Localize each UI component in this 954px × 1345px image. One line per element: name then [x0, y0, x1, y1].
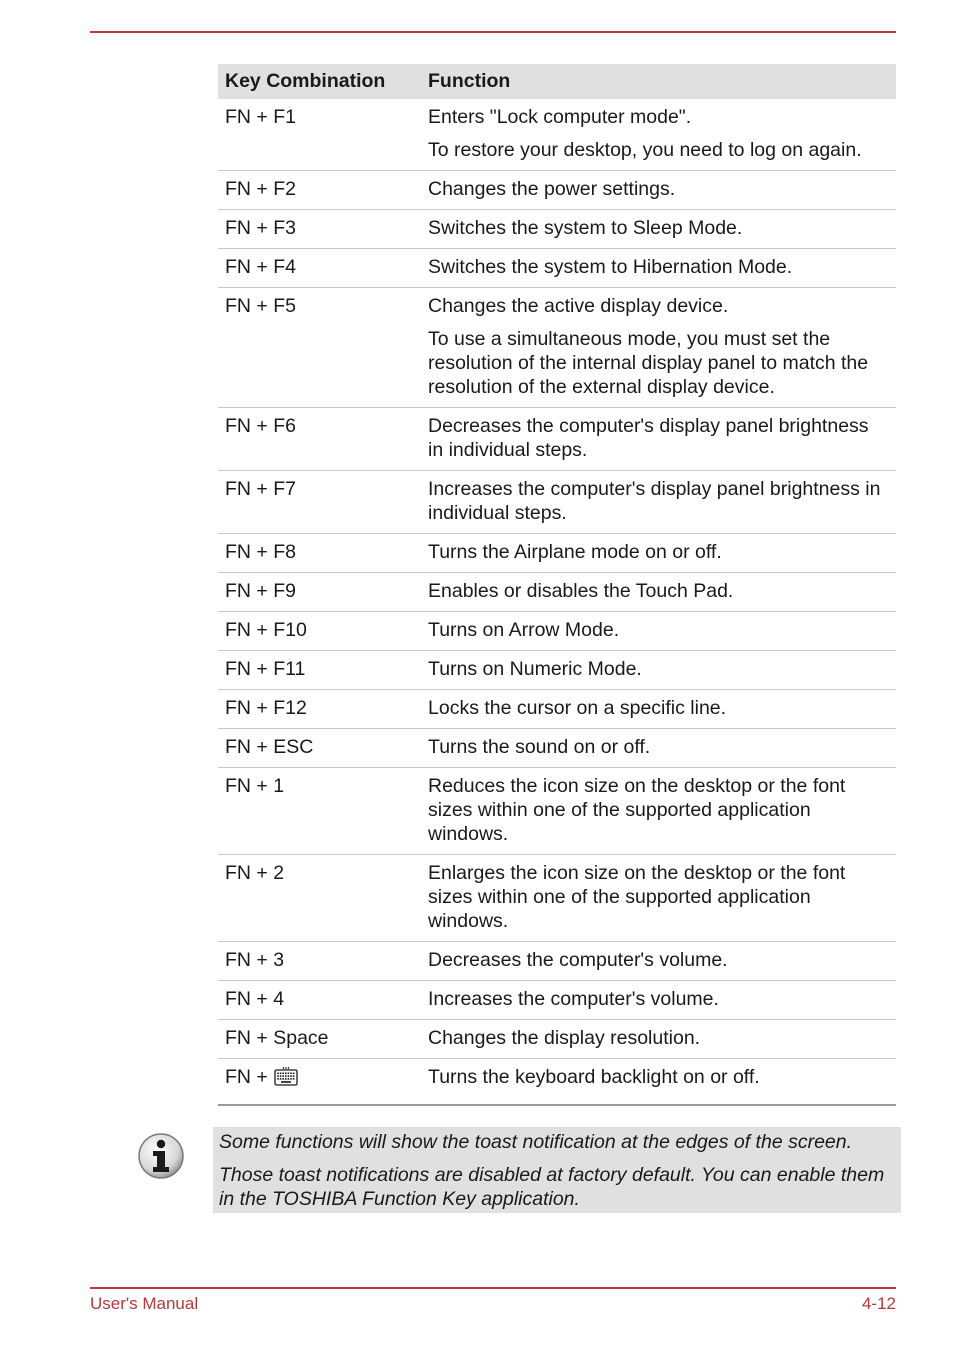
function-text: Changes the active display device.	[428, 295, 729, 317]
key-combination-text: FN + ESC	[225, 736, 314, 758]
function-text: Reduces the icon size on the desktop or the font sizes within one of the supported application windows.	[428, 775, 846, 845]
column-header-key: Key Combination	[218, 64, 421, 99]
key-combination-text: FN + F1	[225, 106, 296, 128]
function-cell	[421, 651, 896, 690]
function-text: Enters "Lock computer mode".	[428, 106, 692, 128]
table-row	[218, 729, 896, 768]
function-text: Turns the Airplane mode on or off.	[428, 541, 722, 563]
note-box	[213, 1127, 901, 1213]
key-combination-text: FN + 4	[225, 988, 285, 1010]
key-combination-text: FN + F10	[225, 619, 307, 641]
table-row	[218, 471, 896, 534]
table-row	[218, 1059, 896, 1106]
key-combination-text: FN +	[225, 1066, 268, 1088]
key-combination-cell	[218, 942, 421, 981]
function-cell	[421, 690, 896, 729]
function-cell	[421, 612, 896, 651]
key-combination-cell	[218, 99, 421, 171]
key-combination-cell	[218, 612, 421, 651]
key-combination-cell	[218, 534, 421, 573]
footer-page-number: 4-12	[861, 1294, 896, 1313]
key-combination-text: FN + 2	[225, 862, 285, 884]
key-combination-text: FN + 3	[225, 949, 285, 971]
key-combination-cell	[218, 690, 421, 729]
function-cell	[421, 471, 896, 534]
key-combination-text: FN + F9	[225, 580, 296, 602]
function-cell	[421, 99, 896, 171]
table-row	[218, 288, 896, 408]
key-combination-text: FN + Space	[225, 1027, 329, 1049]
function-cell	[421, 408, 896, 471]
note-text: Those toast notifications are disabled at factory default. You can enable them in the TOSHIBA Function Key application.	[219, 1164, 885, 1210]
key-combination-cell	[218, 729, 421, 768]
key-combination-cell	[218, 471, 421, 534]
function-text: Enables or disables the Touch Pad.	[428, 580, 734, 602]
table-row	[218, 942, 896, 981]
function-cell	[421, 981, 896, 1020]
function-cell	[421, 1020, 896, 1059]
function-text: Turns the sound on or off.	[428, 736, 651, 758]
key-combination-cell	[218, 408, 421, 471]
function-cell	[421, 534, 896, 573]
function-text: Decreases the computer's volume.	[428, 949, 728, 971]
function-text: Turns the keyboard backlight on or off.	[428, 1066, 760, 1088]
function-text: Turns on Arrow Mode.	[428, 619, 620, 641]
header-rule	[90, 31, 896, 33]
footer-rule	[90, 1287, 896, 1289]
function-cell	[421, 855, 896, 942]
key-combination-cell	[218, 1020, 421, 1059]
table-row	[218, 651, 896, 690]
key-combination-text: FN + F6	[225, 415, 296, 437]
table-row	[218, 981, 896, 1020]
key-combination-cell	[218, 651, 421, 690]
function-cell	[421, 210, 896, 249]
key-combination-text: FN + F8	[225, 541, 296, 563]
function-text: Increases the computer's display panel brightness in individual steps.	[428, 478, 881, 524]
function-text: Decreases the computer's display panel brightness in individual steps.	[428, 415, 869, 461]
table-row	[218, 855, 896, 942]
function-text: To use a simultaneous mode, you must set the resolution of the internal display panel to match the resolution of the external display device.	[428, 328, 869, 398]
key-combination-cell	[218, 171, 421, 210]
table-row	[218, 99, 896, 171]
function-cell	[421, 1059, 896, 1106]
key-combination-text: FN + F2	[225, 178, 296, 200]
function-text: Increases the computer's volume.	[428, 988, 719, 1010]
table-row	[218, 690, 896, 729]
table-row	[218, 249, 896, 288]
function-text: Changes the power settings.	[428, 178, 676, 200]
key-combination-cell	[218, 210, 421, 249]
function-text: Switches the system to Sleep Mode.	[428, 217, 743, 239]
table-row	[218, 573, 896, 612]
key-combination-cell	[218, 855, 421, 942]
key-combination-text: FN + F3	[225, 217, 296, 239]
function-text: Switches the system to Hibernation Mode.	[428, 256, 793, 278]
function-cell	[421, 768, 896, 855]
key-combination-table	[218, 64, 896, 1106]
info-icon	[137, 1132, 185, 1185]
function-cell	[421, 249, 896, 288]
table-row	[218, 171, 896, 210]
table-row	[218, 210, 896, 249]
function-text: Enlarges the icon size on the desktop or the font sizes within one of the supported application windows.	[428, 862, 846, 932]
function-text: To restore your desktop, you need to log on again.	[428, 139, 862, 161]
function-cell	[421, 171, 896, 210]
function-cell	[421, 729, 896, 768]
table-row	[218, 1020, 896, 1059]
key-combination-text: FN + F7	[225, 478, 296, 500]
key-combination-text: FN + F4	[225, 256, 296, 278]
key-combination-text: FN + F11	[225, 658, 306, 680]
key-combination-text: FN + F5	[225, 295, 296, 317]
key-combination-cell	[218, 768, 421, 855]
key-combination-cell	[218, 288, 421, 408]
key-combination-cell	[218, 981, 421, 1020]
key-combination-cell	[218, 573, 421, 612]
function-cell	[421, 288, 896, 408]
footer-manual-title: User's Manual	[90, 1294, 199, 1313]
table-row	[218, 768, 896, 855]
note-text: Some functions will show the toast notification at the edges of the screen.	[219, 1131, 853, 1153]
key-combination-text: FN + 1	[225, 775, 285, 797]
keyboard-icon	[274, 1067, 298, 1093]
key-combination-cell	[218, 1059, 421, 1106]
table-row	[218, 534, 896, 573]
key-combination-text: FN + F12	[225, 697, 307, 719]
key-combination-cell	[218, 249, 421, 288]
table-header-row	[218, 64, 896, 99]
table-row	[218, 408, 896, 471]
function-text: Turns on Numeric Mode.	[428, 658, 642, 680]
function-text: Changes the display resolution.	[428, 1027, 701, 1049]
function-cell	[421, 573, 896, 612]
column-header-function: Function	[421, 64, 896, 99]
function-cell	[421, 942, 896, 981]
table-row	[218, 612, 896, 651]
function-text: Locks the cursor on a specific line.	[428, 697, 727, 719]
